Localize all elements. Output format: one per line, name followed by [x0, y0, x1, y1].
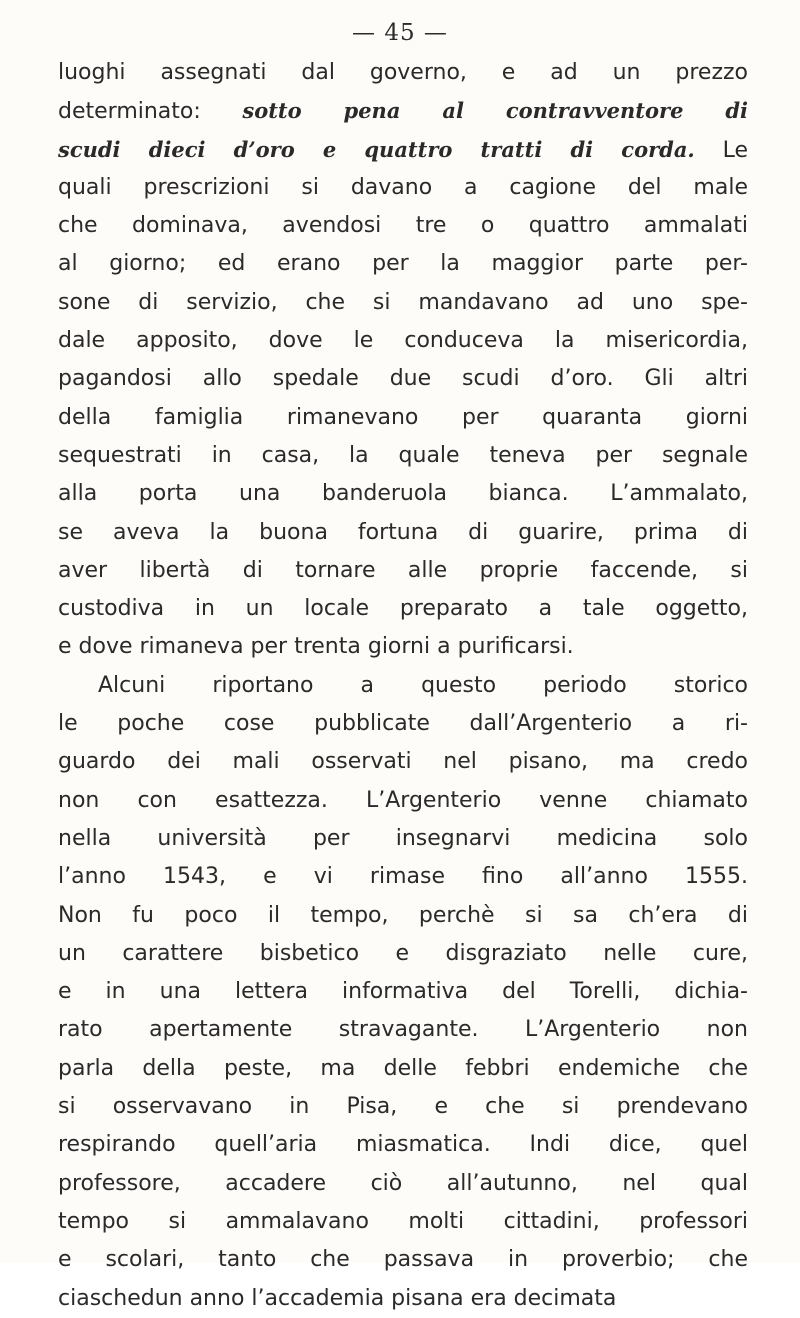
text-line: [58, 628, 748, 666]
text-line: [58, 360, 748, 398]
text-line: [58, 169, 748, 207]
text-line: [58, 92, 748, 130]
body-text: [58, 54, 748, 1318]
text-run: parla della peste, ma delle febbri endemiche che: [58, 1055, 748, 1081]
text-line: [58, 935, 748, 973]
text-line: [58, 1050, 748, 1088]
text-run: tempo si ammalavano molti cittadini, professori: [58, 1208, 748, 1234]
text-run: luoghi assegnati dal governo, e ad un prezzo: [58, 60, 748, 85]
text-run: custodiva in un locale preparato a tale oggetto,: [58, 596, 748, 622]
text-line: [58, 1126, 748, 1164]
text-line: [58, 782, 748, 820]
text-line: [58, 54, 748, 92]
text-run: che dominava, avendosi tre o quattro ammalati: [58, 213, 748, 239]
text-line: [58, 552, 748, 590]
text-run: se aveva la buona fortuna di guarire, prima di: [58, 519, 748, 545]
text-run: quali prescrizioni si davano a cagione del male: [58, 174, 748, 200]
text-line: [58, 284, 748, 322]
text-line: [58, 820, 748, 858]
text-run: aver libertà di tornare alle proprie faccende, si: [58, 557, 748, 583]
text-line: [58, 245, 748, 283]
text-run: Le: [694, 137, 748, 163]
text-run: Alcuni riportano a questo periodo storico: [98, 672, 748, 698]
text-line: [58, 743, 748, 781]
text-run: e scolari, tanto che passava in proverbio; che: [58, 1247, 748, 1273]
text-line: [58, 1011, 748, 1049]
italic-text-run: scudi dieci d’oro e quattro tratti di corda.: [58, 136, 695, 162]
text-run: ciaschedun anno l’accademia pisana era decimata: [58, 1285, 617, 1311]
text-line: [58, 973, 748, 1011]
text-run: un carattere bisbetico e disgraziato nelle cure,: [58, 940, 748, 966]
page-number: — 45 —: [352, 20, 448, 46]
text-run: nella università per insegnarvi medicina solo: [58, 825, 748, 851]
text-line: [58, 322, 748, 360]
text-line: [58, 437, 748, 475]
text-line: [58, 858, 748, 896]
text-run: Non fu poco il tempo, perchè si sa ch’era di: [58, 902, 748, 928]
text-line: [58, 1165, 748, 1203]
text-run: pagandosi allo spedale due scudi d’oro. Gli altri: [58, 366, 748, 392]
text-run: e in una lettera informativa del Torelli, dichia-: [58, 979, 748, 1005]
text-line: [58, 399, 748, 437]
text-run: respirando quell’aria miasmatica. Indi dice, quel: [58, 1132, 748, 1158]
text-run: guardo dei mali osservati nel pisano, ma credo: [58, 749, 748, 775]
text-line: [58, 705, 748, 743]
text-run: l’anno 1543, e vi rimase fino all’anno 1555.: [58, 864, 748, 890]
text-run: rato apertamente stravagante. L’Argenterio non: [58, 1017, 748, 1043]
text-run: non con esattezza. L’Argenterio venne chiamato: [58, 787, 748, 813]
text-run: sequestrati in casa, la quale teneva per segnale: [58, 442, 748, 468]
text-run: dale apposito, dove le conduceva la misericordia,: [58, 328, 748, 354]
text-line: [58, 475, 748, 513]
text-run: si osservavano in Pisa, e che si prendevano: [58, 1094, 748, 1120]
text-line: [58, 1203, 748, 1241]
text-run: determinato:: [58, 99, 243, 125]
text-run: alla porta una banderuola bianca. L’ammalato,: [58, 481, 748, 507]
text-line: [58, 207, 748, 245]
text-line: [58, 1088, 748, 1126]
text-line: [58, 1280, 748, 1318]
text-run: sone di servizio, che si mandavano ad uno spe-: [58, 289, 748, 315]
text-line: [58, 897, 748, 935]
text-run: e dove rimaneva per trenta giorni a purificarsi.: [58, 634, 574, 660]
text-line: [58, 1241, 748, 1279]
italic-text-run: sotto pena al contravventore di: [242, 98, 748, 124]
text-line: [58, 131, 748, 169]
text-run: le poche cose pubblicate dall’Argenterio a ri-: [58, 711, 748, 737]
text-line: [58, 590, 748, 628]
text-line: [58, 667, 748, 705]
text-run: al giorno; ed erano per la maggior parte per-: [58, 251, 748, 277]
text-run: della famiglia rimanevano per quaranta giorni: [58, 404, 748, 430]
text-line: [58, 514, 748, 552]
text-run: professore, accadere ciò all’autunno, nel qual: [58, 1170, 748, 1196]
